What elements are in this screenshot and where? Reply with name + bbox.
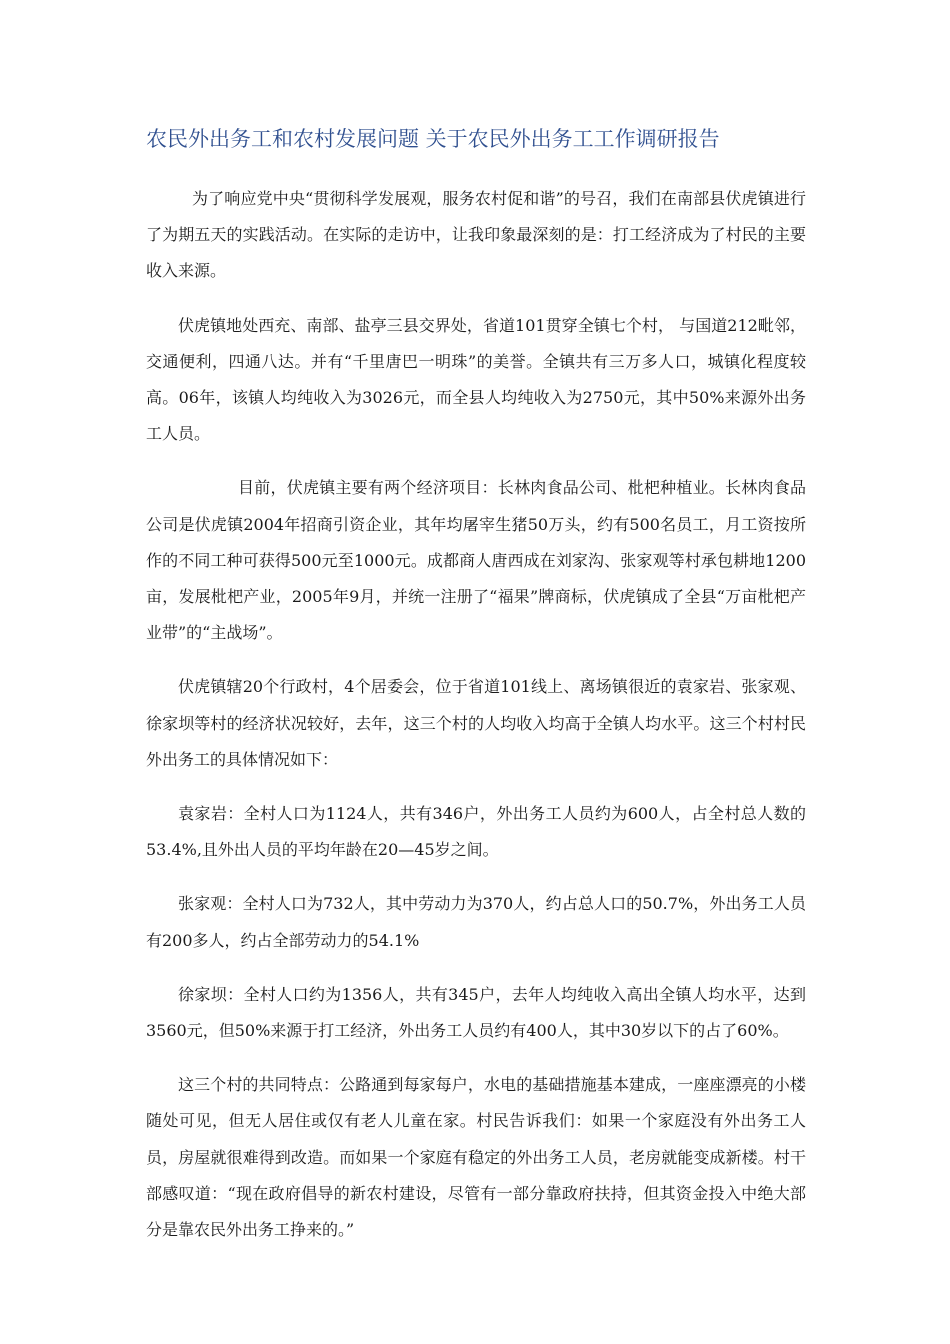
document-body bbox=[146, 181, 806, 1266]
paragraph-zhangjiaguan: 张家观：全村人口为732人，其中劳动力为370人，约占总人口的50.7%，外出务工人员有200多人，约占全部劳动力的54.1% bbox=[146, 894, 806, 950]
document-title: 农民外出务工和农村发展问题 关于农民外出务工工作调研报告 bbox=[146, 127, 720, 151]
paragraph-xujiaba: 徐家坝：全村人口约为1356人，共有345户，去年人均纯收入高出全镇人均水平，达到3560元，但50%来源于打工经济，外出务工人员约有400人，其中30岁以下的占了60%。 bbox=[146, 984, 806, 1041]
paragraph-intro: 为了响应党中央“贯彻科学发展观，服务农村促和谐”的号召，我们在南部县伏虎镇进行了为期五天的实践活动。在实际的走访中，让我印象最深刻的是：打工经济成为了村民的主要收入来源。 bbox=[146, 189, 806, 281]
paragraph-villages: 伏虎镇辖20个行政村，4个居委会，位于省道101线上、离场镇很近的袁家岩、张家观、徐家坝等村的经济状况较好，去年，这三个村的人均收入均高于全镇人均水平。这三个村村民外出务工的具体情况如下： bbox=[146, 677, 806, 769]
paragraph-common-features: 这三个村的共同特点：公路通到每家每户，水电的基础措施基本建成，一座座漂亮的小楼随处可见，但无人居住或仅有老人儿童在家。村民告诉我们：如果一个家庭没有外出务工人员，房屋就很难得到改造。而如果一个家庭有稳定的外出务工人员，老房就能变成新楼。村干部感叹道：“现在政府倡导的新农村建设，尽管有一部分靠政府扶持，但其资金投入中绝大部分是靠农民外出务工挣来的。” bbox=[146, 1075, 806, 1240]
paragraph-yuanjiayan: 袁家岩：全村人口为1124人，共有346户，外出务工人员约为600人，占全村总人数的53.4%,且外出人员的平均年龄在20—45岁之间。 bbox=[146, 804, 806, 860]
paragraph-town-overview: 伏虎镇地处西充、南部、盐亭三县交界处，省道101贯穿全镇七个村， 与国道212毗邻，交通便利，四通八达。并有“千里唐巴一明珠”的美誉。全镇共有三万多人口，城镇化程度较高。06年，该镇人均纯收入为3026元，而全县人均纯收入为2750元，其中50%来源外出务工人员。 bbox=[146, 315, 806, 444]
paragraph-economic-projects: 目前，伏虎镇主要有两个经济项目：长林肉食品公司、枇杷种植业。长林肉食品公司是伏虎镇2004年招商引资企业，其年均屠宰生猪50万头，约有500名员工，月工资按所作的不同工种可获得500元至1000元。成都商人唐西成在刘家沟、张家观等村承包耕地1200亩，发展枇杷产业，2005年9月，并统一注册了“福果”牌商标，伏虎镇成了全县“万亩枇杷产业带”的“主战场”。 bbox=[146, 478, 806, 643]
